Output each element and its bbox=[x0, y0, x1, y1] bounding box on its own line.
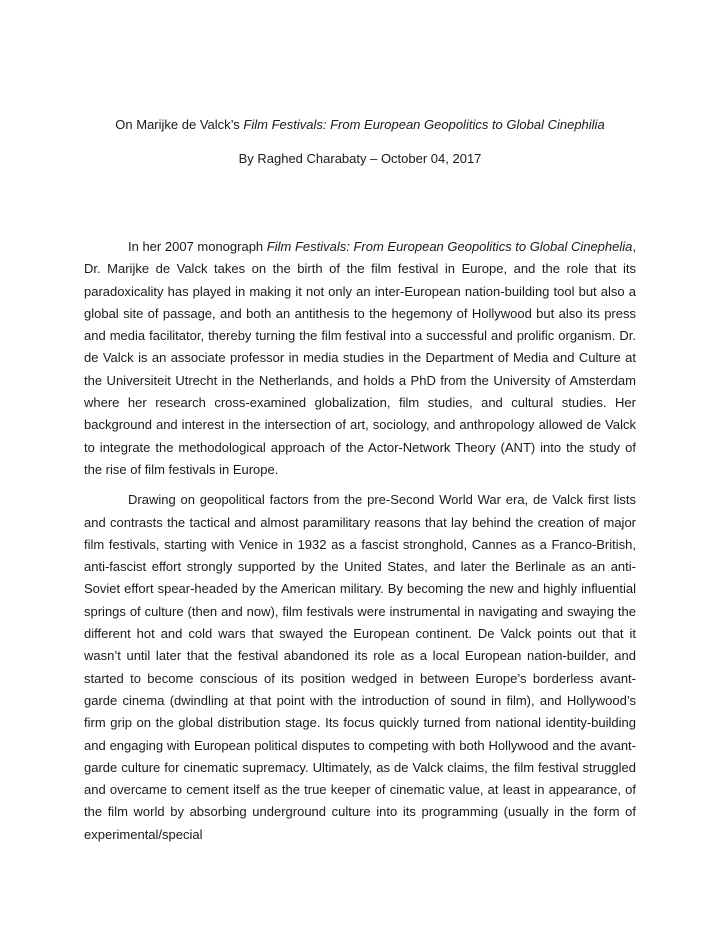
p1-book-title: Film Festivals: From European Geopolitics to Global Cinephelia bbox=[266, 239, 633, 254]
p1-text: , Dr. Marijke de Valck takes on the birth of the film festival in Europe, and the role that its paradoxicality has played in making it not only an inter-European nation-building tool but also a global site of passage, and both an antithesis to the hegemony of Hollywood but also its press and media facilitator, thereby turning the film festival into a successful and prolific organism. Dr. de Valck is an associate professor in media studies in the Department of Media and Culture at the Universiteit Utrecht in the Netherlands, and holds a PhD from the University of Amsterdam where her research cross-examined globalization, film studies, and cultural studies. Her background and interest in the intersection of art, sociology, and anthropology allowed de Valck to integrate the methodological approach of the Actor-Network Theory (ANT) into the study of the rise of film festivals in Europe. bbox=[84, 239, 637, 477]
p1-intro: In her 2007 monograph bbox=[128, 239, 267, 254]
paragraph-2: Drawing on geopolitical factors from the pre-Second World War era, de Valck first lists and contrasts the tactical and almost paramilitary reasons that lay behind the creation of major film festivals, starting with Venice in 1932 as a fascist stronghold, Cannes as a Franco-British, anti-fascist effort strongly supported by the United States, and later the Berlinale as an anti-Soviet effort spear-headed by the American military. By becoming the new and highly influential springs of culture (then and now), film festivals were instrumental in navigating and swaying the different hot and cold wars that swayed the European continent. De Valck points out that it wasn’t until later that the festival abandoned its role as a local European nation-builder, and started to become conscious of its position wedged in between Europe’s borderless avant-garde cinema (dwindling at that point with the introduction of sound in film), and Hollywood’s firm grip on the global distribution stage. Its focus quickly turned from national identity-building and engaging with European political disputes to competing with both Hollywood and the avant-garde culture for cinematic supremacy. Ultimately, as de Valck claims, the film festival struggled and overcame to cement itself as the true keeper of cinematic value, at least in appearance, of the film world by absorbing underground culture into its programming (usually in the form of experimental/special bbox=[84, 492, 636, 842]
title-book-name: Film Festivals: From European Geopolitics to Global Cinephilia bbox=[243, 117, 605, 132]
paragraph-1 bbox=[84, 236, 636, 481]
byline: By Raghed Charabaty – October 04, 2017 bbox=[238, 151, 482, 166]
article-body bbox=[84, 236, 636, 854]
title-prefix: On Marijke de Valck’s bbox=[115, 117, 244, 132]
article-title bbox=[84, 116, 636, 134]
